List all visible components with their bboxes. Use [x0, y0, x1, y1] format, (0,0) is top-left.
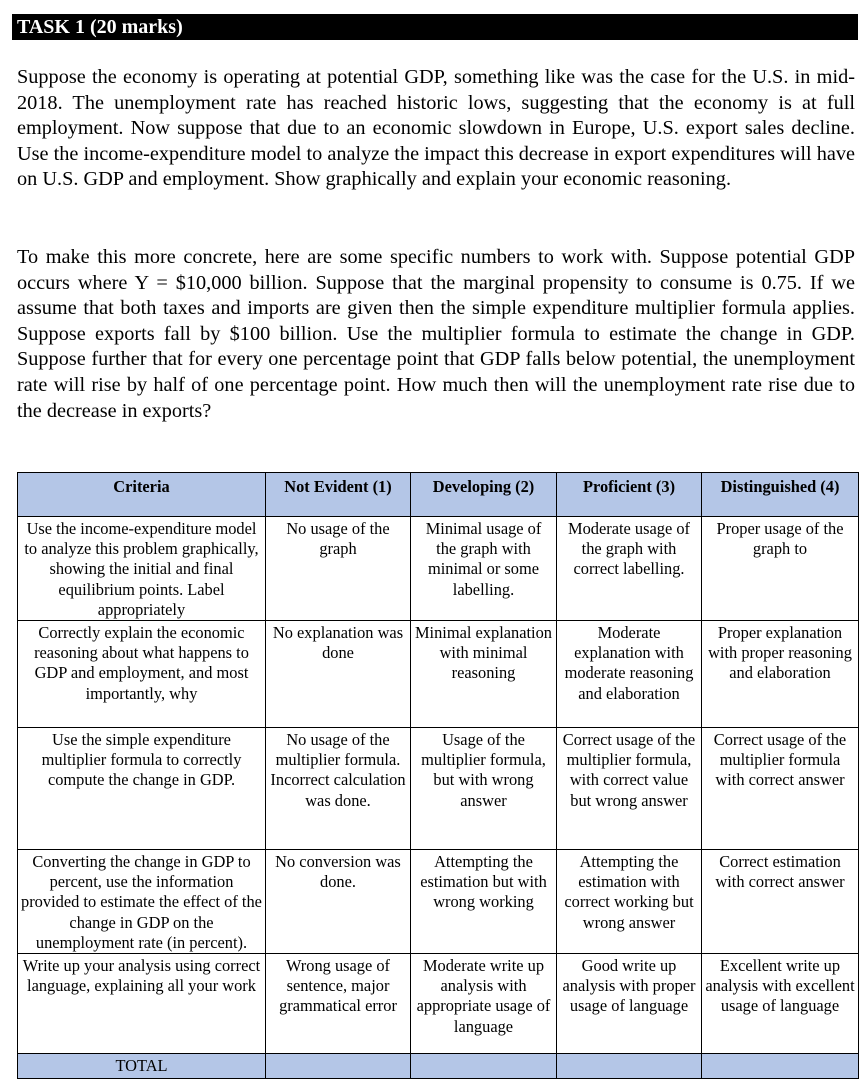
developing-cell: Attempting the estimation but with wrong working — [411, 850, 557, 954]
not-evident-cell: No explanation was done — [266, 621, 411, 728]
total-proficient-cell — [557, 1054, 702, 1079]
header-developing: Developing (2) — [411, 473, 557, 517]
not-evident-cell: Wrong usage of sentence, major grammatical error — [266, 954, 411, 1054]
problem-paragraph-2: To make this more concrete, here are some specific numbers to work with. Suppose potential GDP occurs where Y = $10,000 billion. Suppose that the marginal propensity to consume is 0.75. If we assume that both taxes and imports are given then the simple expenditure multiplier formula applies. Suppose exports fall by $100 billion. Use the multiplier formula to estimate the change in GDP. Suppose further that for every one percentage point that GDP falls below potential, the unemployment rate will rise by half of one percentage point. How much then will the unemployment rate rise due to the decrease in exports? — [17, 246, 855, 422]
developing-cell: Usage of the multiplier formula, but with wrong answer — [411, 728, 557, 850]
criteria-cell: Correctly explain the economic reasoning about what happens to GDP and employment, and most importantly, why — [18, 621, 266, 728]
total-distinguished-cell — [702, 1054, 859, 1079]
total-label: TOTAL — [18, 1054, 266, 1079]
proficient-cell: Good write up analysis with proper usage of language — [557, 954, 702, 1054]
criteria-cell: Write up your analysis using correct language, explaining all your work — [18, 954, 266, 1054]
proficient-cell: Correct usage of the multiplier formula, with correct value but wrong answer — [557, 728, 702, 850]
total-not-evident-cell — [266, 1054, 411, 1079]
distinguished-cell: Excellent write up analysis with excellent usage of language — [702, 954, 859, 1054]
criteria-cell: Use the simple expenditure multiplier formula to correctly compute the change in GDP. — [18, 728, 266, 850]
table-row — [18, 728, 859, 850]
not-evident-cell: No usage of the graph — [266, 517, 411, 621]
table-row — [18, 517, 859, 621]
header-not-evident: Not Evident (1) — [266, 473, 411, 517]
total-row — [18, 1054, 859, 1079]
developing-cell: Minimal usage of the graph with minimal or some labelling. — [411, 517, 557, 621]
proficient-cell: Attempting the estimation with correct working but wrong answer — [557, 850, 702, 954]
not-evident-cell: No usage of the multiplier formula. Incorrect calculation was done. — [266, 728, 411, 850]
distinguished-cell: Correct estimation with correct answer — [702, 850, 859, 954]
distinguished-cell: Correct usage of the multiplier formula with correct answer — [702, 728, 859, 850]
header-criteria: Criteria — [18, 473, 266, 517]
table-row — [18, 954, 859, 1054]
header-proficient: Proficient (3) — [557, 473, 702, 517]
developing-cell: Minimal explanation with minimal reasoning — [411, 621, 557, 728]
criteria-cell: Converting the change in GDP to percent, use the information provided to estimate the effect of the change in GDP on the unemployment rate (in percent). — [18, 850, 266, 954]
header-distinguished: Distinguished (4) — [702, 473, 859, 517]
proficient-cell: Moderate explanation with moderate reasoning and elaboration — [557, 621, 702, 728]
problem-paragraph-1: Suppose the economy is operating at potential GDP, something like was the case for the U.S. in mid-2018. The unemployment rate has reached historic lows, suggesting that the economy is at full employment. Now suppose that due to an economic slowdown in Europe, U.S. export sales decline. Use the income-expenditure model to analyze the impact this decrease in export expenditures will have on U.S. GDP and employment. Show graphically and explain your economic reasoning. — [17, 66, 855, 191]
rubric-table — [17, 472, 859, 1079]
table-row — [18, 621, 859, 728]
criteria-cell: Use the income-expenditure model to analyze this problem graphically, showing the initial and final equilibrium points. Label appropriately — [18, 517, 266, 621]
rubric-header-row — [18, 473, 859, 517]
task-title: TASK 1 (20 marks) — [12, 14, 858, 40]
proficient-cell: Moderate usage of the graph with correct labelling. — [557, 517, 702, 621]
distinguished-cell: Proper explanation with proper reasoning and elaboration — [702, 621, 859, 728]
total-developing-cell — [411, 1054, 557, 1079]
table-row — [18, 850, 859, 954]
distinguished-cell: Proper usage of the graph to — [702, 517, 859, 621]
not-evident-cell: No conversion was done. — [266, 850, 411, 954]
developing-cell: Moderate write up analysis with appropriate usage of language — [411, 954, 557, 1054]
